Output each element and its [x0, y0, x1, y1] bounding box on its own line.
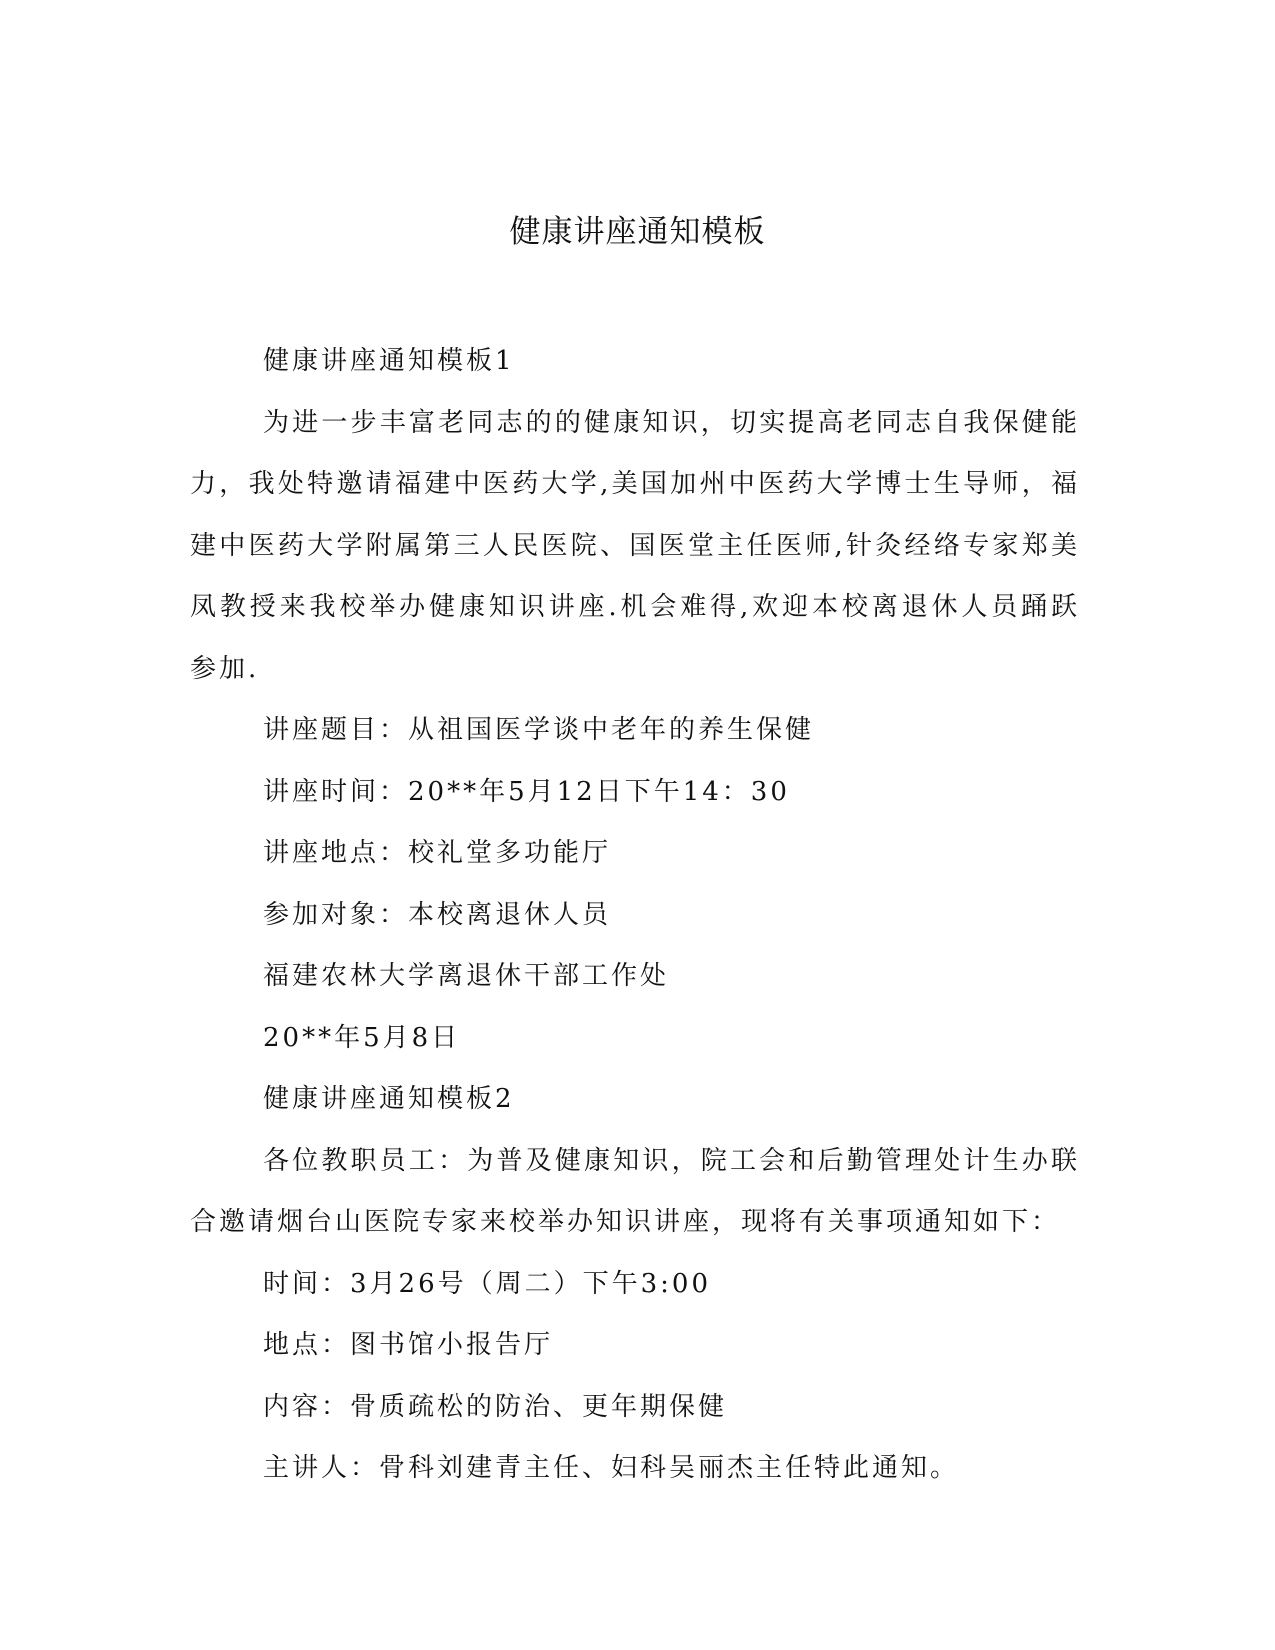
lecture-topic: 讲座题目：从祖国医学谈中老年的养生保健	[263, 715, 815, 745]
section-heading-1: 健康讲座通知模板1	[263, 346, 515, 376]
lecture-audience: 参加对象：本校离退休人员	[263, 899, 612, 930]
issuing-office: 福建农林大学离退休干部工作处	[263, 961, 670, 991]
document-title: 健康讲座通知模板	[509, 214, 766, 250]
event-time: 时间：3月26号（周二）下午3:00	[263, 1268, 712, 1299]
issue-date: 20**年5月8日	[263, 1022, 461, 1053]
section-heading-2: 健康讲座通知模板2	[263, 1084, 515, 1114]
intro-paragraph-1: 为进一步丰富老同志的的健康知识，切实提高老同志自我保健能力，我处特邀请福建中医药大学,美国加州中医药大学博士生导师，福建中医药大学附属第三人民医院、国医堂主任医师,针灸经络专家郑美凤教授来我校举办健康知识讲座.机会难得,欢迎本校离退休人员踊跃参加.	[190, 407, 1080, 684]
lecture-location: 讲座地点：校礼堂多功能厅	[263, 838, 612, 868]
intro-paragraph-2: 各位教职员工：为普及健康知识，院工会和后勤管理处计生办联合邀请烟台山医院专家来校举办知识讲座，现将有关事项通知如下：	[190, 1145, 1080, 1237]
document-body	[190, 331, 1080, 1500]
event-location: 地点：图书馆小报告厅	[263, 1330, 554, 1360]
lecture-time: 讲座时间：20**年5月12日下午14：30	[263, 776, 790, 807]
event-speakers: 主讲人：骨科刘建青主任、妇科吴丽杰主任特此通知。	[263, 1453, 960, 1483]
event-content: 内容：骨质疏松的防治、更年期保健	[263, 1391, 728, 1422]
